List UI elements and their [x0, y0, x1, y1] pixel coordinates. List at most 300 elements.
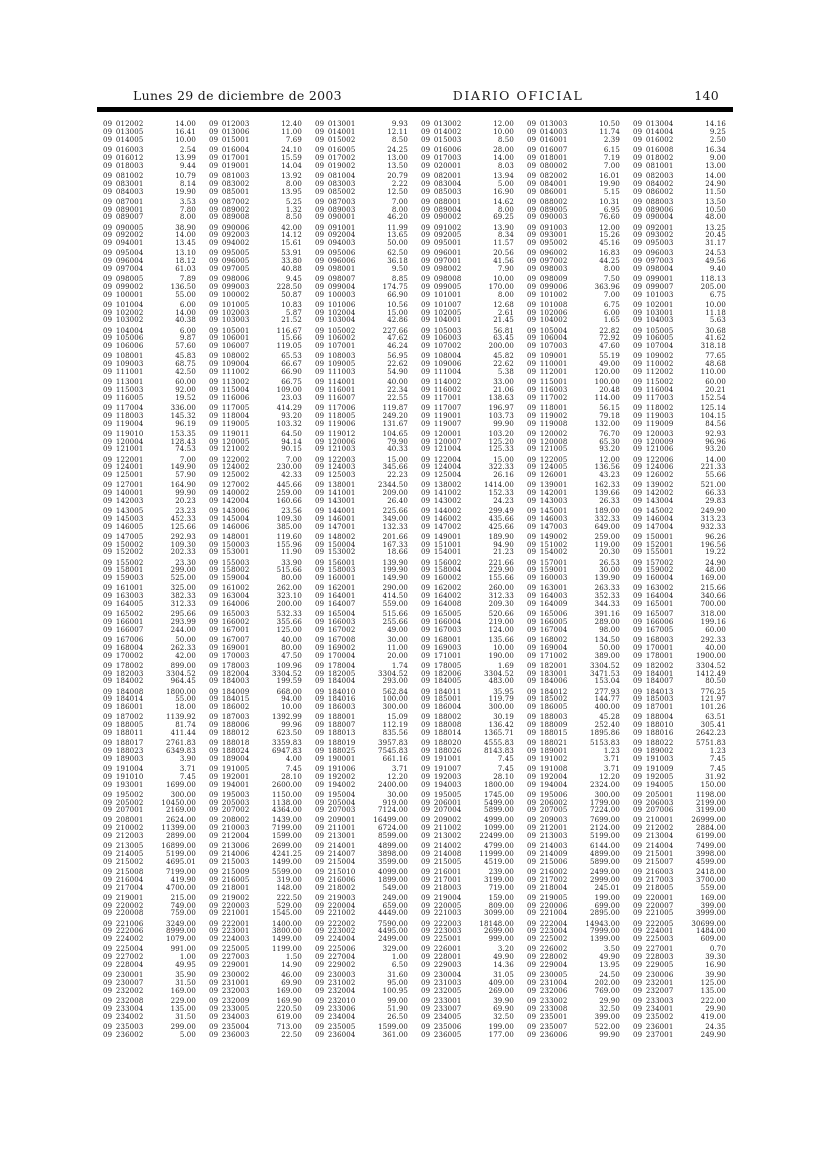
item-code: 09 120002 [527, 429, 568, 438]
item-value: 8.00 [179, 213, 196, 222]
item-value: 18.66 [387, 548, 408, 557]
item-value: 7699.00 [590, 816, 620, 825]
table-cell [627, 910, 733, 917]
table-cell [97, 766, 203, 773]
item-code: 09 223004 [527, 927, 568, 936]
table-cell [309, 317, 415, 324]
item-value: 103.32 [276, 419, 302, 428]
item-value: 169.00 [170, 986, 196, 995]
item-value: 66.90 [387, 290, 408, 299]
item-value: 44.25 [599, 257, 620, 266]
table-cell [203, 266, 309, 273]
item-code: 09 097005 [209, 264, 250, 273]
table-cell [521, 851, 627, 858]
item-value: 300.00 [382, 703, 408, 712]
table-cell [521, 214, 627, 221]
table-cell [97, 240, 203, 247]
table-cell [203, 199, 309, 206]
item-value: 169.00 [276, 986, 302, 995]
item-code: 09 235007 [527, 1022, 568, 1031]
item-code: 09 146003 [527, 514, 568, 523]
table-cell [97, 877, 203, 884]
table-cell [309, 663, 415, 670]
item-value: 60.00 [705, 625, 726, 634]
item-code: 09 218003 [421, 883, 462, 892]
table-cell [627, 792, 733, 799]
table-row [97, 936, 733, 944]
table-row [97, 858, 733, 866]
item-code: 09 208001 [103, 816, 144, 825]
item-code: 09 096002 [527, 249, 568, 258]
item-value: 323.10 [276, 592, 302, 601]
item-value: 22.62 [387, 360, 408, 369]
item-code: 09 188007 [315, 721, 356, 730]
item-code: 09 164005 [103, 600, 144, 609]
item-value: 532.33 [276, 610, 302, 619]
table-cell [627, 369, 733, 376]
item-value: 623.50 [276, 728, 302, 737]
item-code: 09 087002 [209, 197, 250, 206]
item-value: 9.45 [285, 275, 302, 284]
item-code: 09 014004 [633, 128, 674, 137]
item-value: 8599.00 [378, 832, 408, 841]
item-code: 09 099004 [315, 282, 356, 291]
item-value: 7590.00 [378, 919, 408, 928]
item-value: 2199.00 [696, 798, 726, 807]
table-cell [203, 1024, 309, 1031]
item-value: 0.70 [709, 945, 726, 954]
table-cell [97, 885, 203, 892]
item-value: 1400.00 [272, 919, 302, 928]
item-code: 09 182006 [421, 669, 462, 678]
item-code: 09 126002 [633, 471, 674, 480]
table-cell [97, 534, 203, 541]
item-code: 09 151002 [527, 540, 568, 549]
item-value: 244.00 [170, 625, 196, 634]
item-code: 09 089006 [633, 205, 674, 214]
item-code: 09 093001 [527, 231, 568, 240]
item-value: 36.18 [387, 257, 408, 266]
item-value: 4241.25 [272, 850, 302, 859]
item-value: 10.00 [175, 135, 196, 144]
table-cell [309, 292, 415, 299]
item-value: 20.56 [493, 249, 514, 258]
item-value: 29.83 [705, 496, 726, 505]
item-value: 349.00 [382, 514, 408, 523]
table-cell [309, 645, 415, 652]
item-code: 09 233002 [527, 996, 568, 1005]
table-cell [627, 653, 733, 660]
table-cell [521, 807, 627, 814]
table-cell [309, 627, 415, 634]
item-value: 1392.99 [272, 713, 302, 722]
item-code: 09 227004 [315, 953, 356, 962]
item-value: 3.71 [391, 764, 408, 773]
item-value: 23.23 [175, 507, 196, 516]
item-value: 155.96 [276, 540, 302, 549]
item-value: 196.56 [700, 540, 726, 549]
item-code: 09 222002 [315, 919, 356, 928]
item-value: 42.50 [175, 368, 196, 377]
item-value: 128.43 [170, 437, 196, 446]
table-cell [521, 653, 627, 660]
table-cell [309, 431, 415, 438]
item-code: 09 147003 [527, 522, 568, 531]
table-cell [415, 1024, 521, 1031]
item-code: 09 124006 [633, 463, 674, 472]
item-value: 199.90 [382, 566, 408, 575]
table-cell [521, 292, 627, 299]
item-code: 09 148002 [315, 532, 356, 541]
item-value: 8.00 [497, 205, 514, 214]
item-code: 09 229003 [421, 960, 462, 969]
item-value: 2895.00 [590, 909, 620, 918]
item-code: 09 165003 [209, 610, 250, 619]
item-value: 3304.52 [272, 669, 302, 678]
item-value: 3.90 [179, 754, 196, 763]
item-value: 6.75 [709, 290, 726, 299]
item-value: 219.00 [488, 618, 514, 627]
item-value: 2884.00 [696, 824, 726, 833]
item-code: 09 097004 [103, 264, 144, 273]
item-code: 09 095002 [527, 239, 568, 248]
item-value: 14943.00 [585, 919, 620, 928]
item-code: 09 092004 [315, 231, 356, 240]
item-code: 09 102003 [209, 308, 250, 317]
item-value: 668.00 [276, 687, 302, 696]
item-code: 09 081004 [315, 171, 356, 180]
item-code: 09 217001 [421, 875, 462, 884]
item-value: 13.45 [175, 239, 196, 248]
table-cell [521, 181, 627, 188]
item-code: 09 167005 [633, 625, 674, 634]
item-code: 09 191003 [633, 754, 674, 763]
item-value: 66.67 [281, 360, 302, 369]
item-value: 46.00 [281, 971, 302, 980]
item-code: 09 155003 [209, 558, 250, 567]
item-value: 3999.00 [696, 909, 726, 918]
table-cell [203, 645, 309, 652]
item-code: 09 233003 [633, 996, 674, 1005]
item-value: 1745.00 [484, 790, 514, 799]
table-row [97, 678, 733, 686]
item-value: 125.20 [488, 437, 514, 446]
item-value: 361.00 [382, 1030, 408, 1039]
item-value: 31.17 [705, 239, 726, 248]
table-row [97, 704, 733, 712]
item-value: 100.00 [594, 378, 620, 387]
item-code: 09 166005 [527, 618, 568, 627]
item-value: 145.32 [170, 411, 196, 420]
item-value: 196.97 [488, 403, 514, 412]
item-code: 09 234004 [315, 1012, 356, 1021]
item-value: 1699.00 [166, 780, 196, 789]
item-code: 09 193001 [103, 780, 144, 789]
item-value: 269.00 [488, 986, 514, 995]
item-code: 09 094003 [315, 239, 356, 248]
item-code: 09 228002 [527, 953, 568, 962]
item-value: 14.04 [281, 161, 302, 170]
item-code: 09 096005 [209, 257, 250, 266]
item-code: 09 105001 [209, 326, 250, 335]
item-value: 312.33 [170, 600, 196, 609]
item-code: 09 121005 [527, 445, 568, 454]
table-cell [309, 534, 415, 541]
item-value: 49.00 [599, 360, 620, 369]
item-code: 09 158003 [315, 566, 356, 575]
item-value: 55.66 [705, 471, 726, 480]
item-value: 41.62 [705, 334, 726, 343]
item-value: 31.60 [387, 971, 408, 980]
item-code: 09 089002 [209, 205, 250, 214]
table-cell [627, 575, 733, 582]
item-value: 13.25 [705, 223, 726, 232]
item-value: 1499.00 [272, 935, 302, 944]
item-code: 09 088003 [633, 197, 674, 206]
item-code: 09 182004 [209, 669, 250, 678]
item-code: 09 013001 [315, 120, 356, 129]
item-code: 09 165002 [103, 610, 144, 619]
item-code: 09 211001 [315, 824, 356, 833]
item-value: 50.00 [175, 636, 196, 645]
table-cell [521, 302, 627, 309]
item-value: 515.66 [276, 566, 302, 575]
item-code: 09 014001 [315, 128, 356, 137]
item-code: 09 145003 [103, 514, 144, 523]
table-row [97, 394, 733, 402]
item-code: 09 152002 [103, 548, 144, 557]
table-cell [97, 317, 203, 324]
item-code: 09 166006 [633, 618, 674, 627]
item-code: 09 095006 [315, 249, 356, 258]
item-code: 09 184007 [633, 677, 674, 686]
item-code: 09 097002 [527, 257, 568, 266]
item-value: 80.00 [281, 643, 302, 652]
item-value: 8.85 [391, 275, 408, 284]
item-code: 09 119005 [209, 419, 250, 428]
item-code: 09 166007 [103, 625, 144, 634]
item-value: 322.33 [488, 463, 514, 472]
item-code: 09 229005 [633, 960, 674, 969]
item-code: 09 160004 [633, 574, 674, 583]
item-code: 09 219004 [421, 893, 462, 902]
item-code: 09 191007 [421, 764, 462, 773]
item-code: 09 083001 [103, 179, 144, 188]
table-cell [415, 980, 521, 987]
item-code: 09 098007 [315, 275, 356, 284]
item-code: 09 014002 [421, 128, 462, 137]
item-value: 32.50 [493, 1012, 514, 1021]
item-value: 1.00 [179, 953, 196, 962]
table-cell [309, 1006, 415, 1013]
item-code: 09 150001 [633, 532, 674, 541]
item-value: 46.20 [387, 213, 408, 222]
item-value: 9.40 [709, 264, 726, 273]
item-code: 09 013006 [209, 128, 250, 137]
item-code: 09 013002 [421, 120, 462, 129]
item-value: 29.90 [599, 996, 620, 1005]
item-code: 09 146005 [103, 522, 144, 531]
item-value: 23.56 [281, 507, 302, 516]
item-value: 121.97 [700, 695, 726, 704]
item-value: 1.65 [603, 316, 620, 325]
item-code: 09 221005 [633, 909, 674, 918]
item-value: 16899.00 [161, 842, 196, 851]
item-value: 12.00 [599, 455, 620, 464]
item-value: 932.33 [700, 522, 726, 531]
item-code: 09 083002 [209, 179, 250, 188]
item-code: 09 232010 [315, 996, 356, 1005]
table-cell [521, 173, 627, 180]
item-value: 55.00 [175, 290, 196, 299]
item-code: 09 119010 [103, 429, 144, 438]
item-code: 09 013004 [633, 120, 674, 129]
item-code: 09 116004 [633, 386, 674, 394]
item-code: 09 207004 [421, 806, 462, 815]
item-value: 13.50 [387, 161, 408, 170]
item-code: 09 106003 [421, 334, 462, 343]
item-code: 09 235003 [103, 1022, 144, 1031]
item-code: 09 220004 [315, 901, 356, 910]
table-cell [521, 1006, 627, 1013]
table-cell [97, 663, 203, 670]
table-row [97, 833, 733, 841]
table-cell [203, 240, 309, 247]
table-cell [97, 627, 203, 634]
item-code: 09 234001 [633, 1004, 674, 1013]
item-code: 09 113001 [103, 378, 144, 387]
item-code: 09 216002 [527, 868, 568, 877]
table-cell [521, 498, 627, 505]
item-code: 09 230001 [103, 971, 144, 980]
item-code: 09 121003 [315, 445, 356, 454]
table-cell [97, 387, 203, 394]
item-code: 09 124003 [315, 463, 356, 472]
item-code: 09 214002 [421, 842, 462, 851]
item-code: 09 195004 [315, 790, 356, 799]
item-value: 14.00 [493, 153, 514, 162]
item-value: 24.35 [705, 1022, 726, 1031]
item-code: 09 089005 [527, 205, 568, 214]
item-code: 09 098002 [421, 264, 462, 273]
item-value: 229.90 [488, 566, 514, 575]
item-code: 09 084003 [103, 187, 144, 196]
table-cell [415, 782, 521, 789]
item-value: 2418.00 [696, 868, 726, 877]
item-value: 7.00 [391, 197, 408, 206]
item-value: 1.23 [603, 746, 620, 755]
item-code: 09 094002 [209, 239, 250, 248]
item-code: 09 227001 [633, 945, 674, 954]
item-code: 09 156001 [315, 558, 356, 567]
item-value: 136.50 [170, 282, 196, 291]
table-cell [627, 199, 733, 206]
table-cell [415, 885, 521, 892]
item-code: 09 161001 [103, 584, 144, 593]
table-cell [97, 653, 203, 660]
table-cell [309, 181, 415, 188]
item-value: 10.79 [175, 171, 196, 180]
item-code: 09 145001 [527, 507, 568, 516]
item-value: 1199.00 [272, 945, 302, 954]
item-value: 26.40 [387, 496, 408, 505]
item-value: 10.56 [387, 300, 408, 309]
table-cell [521, 792, 627, 799]
item-value: 9.87 [179, 334, 196, 343]
table-cell [627, 524, 733, 531]
item-value: 382.33 [170, 592, 196, 601]
item-code: 09 224003 [209, 935, 250, 944]
item-code: 09 090005 [103, 223, 144, 232]
table-cell [97, 851, 203, 858]
item-value: 14.12 [281, 231, 302, 240]
item-code: 09 233007 [421, 1004, 462, 1013]
item-value: 64.50 [281, 429, 302, 438]
item-value: 776.25 [700, 687, 726, 696]
item-value: 116.67 [276, 326, 302, 335]
item-value: 4799.00 [484, 842, 514, 851]
table-cell [627, 962, 733, 969]
item-code: 09 162002 [421, 584, 462, 593]
masthead-rule [97, 107, 733, 112]
item-code: 09 163004 [209, 592, 250, 601]
item-code: 09 230003 [315, 971, 356, 980]
table-cell [415, 774, 521, 781]
item-value: 119.60 [276, 532, 302, 541]
item-value: 15.00 [387, 308, 408, 317]
item-value: 209.00 [382, 489, 408, 498]
item-value: 30699.00 [691, 919, 726, 928]
table-cell [203, 405, 309, 412]
item-value: 119.79 [488, 695, 514, 704]
item-value: 14.36 [493, 960, 514, 969]
item-value: 919.00 [382, 798, 408, 807]
item-code: 09 122003 [315, 455, 356, 464]
table-cell [521, 472, 627, 479]
item-code: 09 188014 [421, 728, 462, 737]
item-code: 09 184012 [527, 687, 568, 696]
item-value: 10.50 [599, 120, 620, 129]
item-code: 09 169004 [527, 643, 568, 652]
item-value: 11.74 [599, 128, 620, 137]
item-code: 09 212002 [633, 824, 674, 833]
item-code: 09 016012 [103, 153, 144, 162]
table-cell [415, 575, 521, 582]
table-cell [203, 302, 309, 309]
item-code: 09 098003 [527, 264, 568, 273]
item-code: 09 117001 [421, 393, 462, 402]
item-code: 09 101004 [103, 300, 144, 309]
table-cell [97, 756, 203, 763]
item-value: 150.00 [700, 780, 726, 789]
item-value: 3359.83 [272, 739, 302, 748]
table-cell [521, 446, 627, 453]
table-cell [415, 645, 521, 652]
item-code: 09 102005 [421, 308, 462, 317]
item-code: 09 012003 [209, 120, 250, 129]
item-value: 293.99 [170, 618, 196, 627]
table-cell [309, 766, 415, 773]
item-code: 09 214009 [527, 850, 568, 859]
table-cell [309, 516, 415, 523]
item-value: 4364.00 [272, 806, 302, 815]
item-code: 09 214003 [527, 842, 568, 851]
table-row [97, 369, 733, 377]
item-code: 09 230002 [209, 971, 250, 980]
item-code: 09 194001 [209, 780, 250, 789]
table-cell [627, 173, 733, 180]
item-value: 220.50 [276, 1004, 302, 1013]
